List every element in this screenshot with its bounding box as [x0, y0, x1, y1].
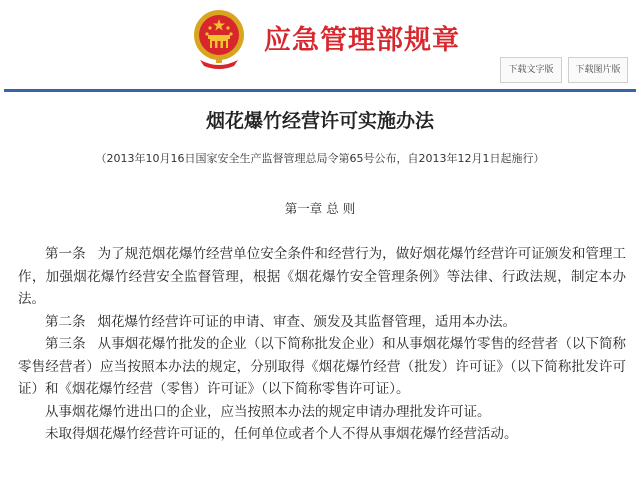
article-number: 第一条 — [45, 246, 86, 262]
site-title: 应急管理部规章 — [264, 25, 460, 56]
paragraph-text: 从事烟花爆竹进出口的企业，应当按照本办法的规定申请办理批发许可证。 — [45, 403, 491, 420]
article-number: 第二条 — [45, 313, 86, 330]
page-header — [0, 0, 640, 92]
article-text: 从事烟花爆竹批发的企业（以下简称批发企业）和从事烟花爆竹零售的经营者（以下简称零售经营者）应当按照本办法的规定，分别取得《烟花爆竹经营（批发）许可证》（以下简称批发许可证）和《烟花爆竹经营（零售）许可证》（以下简称零售许可证）。 — [18, 336, 627, 397]
chapter-heading: 第一章 总 则 — [284, 201, 356, 216]
document-title: 烟花爆竹经营许可实施办法 — [205, 110, 434, 132]
document-body — [18, 243, 626, 446]
article-text: 烟花爆竹经营许可证的申请、审查、颁发及其监督管理，适用本办法。 — [97, 313, 516, 330]
article-paragraph — [18, 333, 626, 401]
article-text: 为了规范烟花爆竹经营单位安全条件和经营行为，做好烟花爆竹经营许可证颁发和管理工作，加强烟花爆竹经营安全监督管理，根据《烟花爆竹安全管理条例》等法律、行政法规，制定本办法。 — [18, 246, 627, 307]
national-emblem-icon — [190, 8, 248, 70]
download-text-version-button[interactable]: 下载文字版 — [500, 57, 562, 83]
document-subtitle: （2013年10月16日国家安全生产监督管理总局令第65号公布，自2013年12月1日起施行） — [95, 152, 545, 165]
header-divider — [4, 89, 636, 92]
article-paragraph — [18, 311, 626, 334]
article-paragraph — [18, 243, 626, 311]
download-image-version-button[interactable]: 下载图片版 — [568, 57, 628, 83]
body-paragraph — [18, 401, 626, 424]
article-number: 第三条 — [45, 336, 86, 352]
paragraph-text: 未取得烟花爆竹经营许可证的，任何单位或者个人不得从事烟花爆竹经营活动。 — [45, 426, 518, 442]
body-paragraph — [18, 423, 626, 446]
